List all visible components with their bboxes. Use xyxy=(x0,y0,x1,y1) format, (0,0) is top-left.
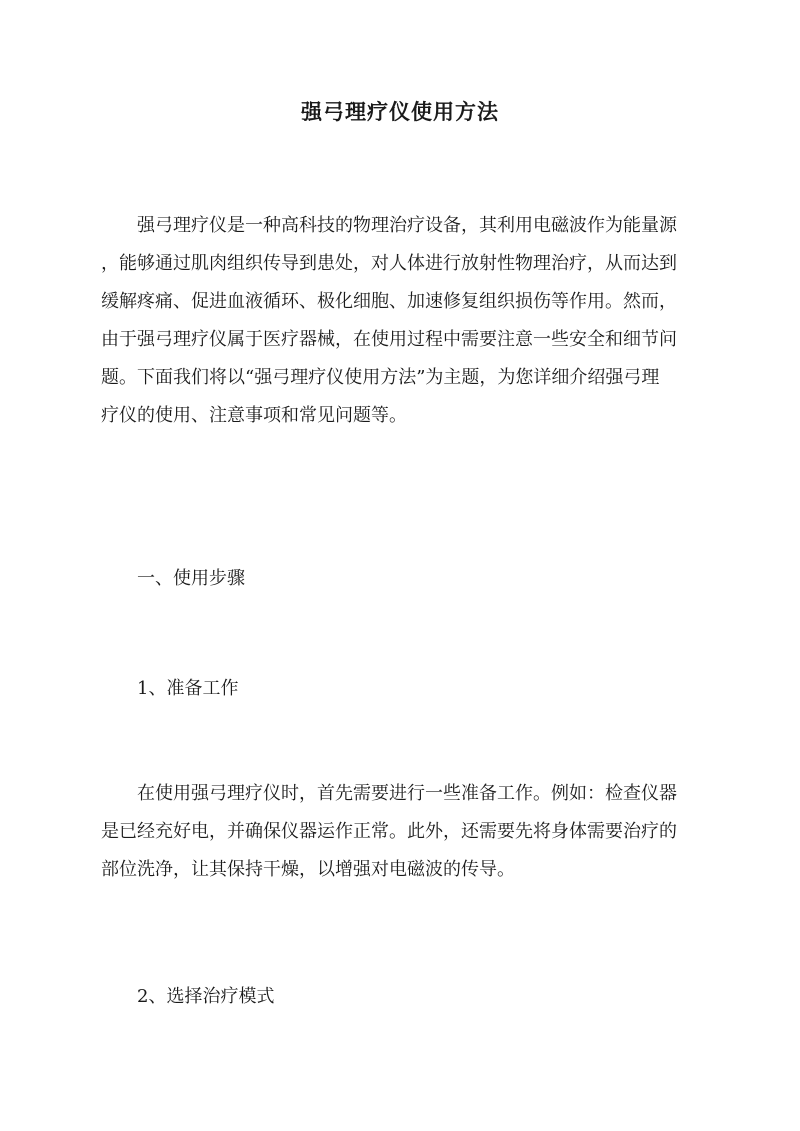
step-heading-preparation: 1、准备工作 xyxy=(137,678,239,699)
document-title: 强弓理疗仪使用方法 xyxy=(301,99,499,124)
intro-line-4: 由于强弓理疗仪属于医疗器械，在使用过程中需要注意一些安全和细节问 xyxy=(101,329,677,350)
step-heading-select-mode: 2、选择治疗模式 xyxy=(137,986,275,1007)
preparation-line-2: 是已经充好电，并确保仪器运作正常。此外，还需要先将身体需要治疗的 xyxy=(101,821,677,842)
intro-line-3: 缓解疼痛、促进血液循环、极化细胞、加速修复组织损伤等作用。然而， xyxy=(101,291,677,312)
preparation-line-3: 部位洗净，让其保持干燥，以增强对电磁波的传导。 xyxy=(101,859,515,880)
intro-line-1: 强弓理疗仪是一种高科技的物理治疗设备，其利用电磁波作为能量源 xyxy=(137,215,677,236)
preparation-paragraph xyxy=(101,775,703,889)
intro-line-2: ，能够通过肌肉组织传导到患处，对人体进行放射性物理治疗，从而达到 xyxy=(101,253,677,274)
section-heading-usage-steps: 一、使用步骤 xyxy=(137,568,245,589)
intro-line-6: 疗仪的使用、注意事项和常见问题等。 xyxy=(101,405,407,426)
preparation-line-1: 在使用强弓理疗仪时，首先需要进行一些准备工作。例如：检查仪器 xyxy=(137,783,677,804)
intro-paragraph xyxy=(101,207,703,435)
intro-line-5: 题。下面我们将以“强弓理疗仪使用方法”为主题，为您详细介绍强弓理 xyxy=(101,367,660,388)
